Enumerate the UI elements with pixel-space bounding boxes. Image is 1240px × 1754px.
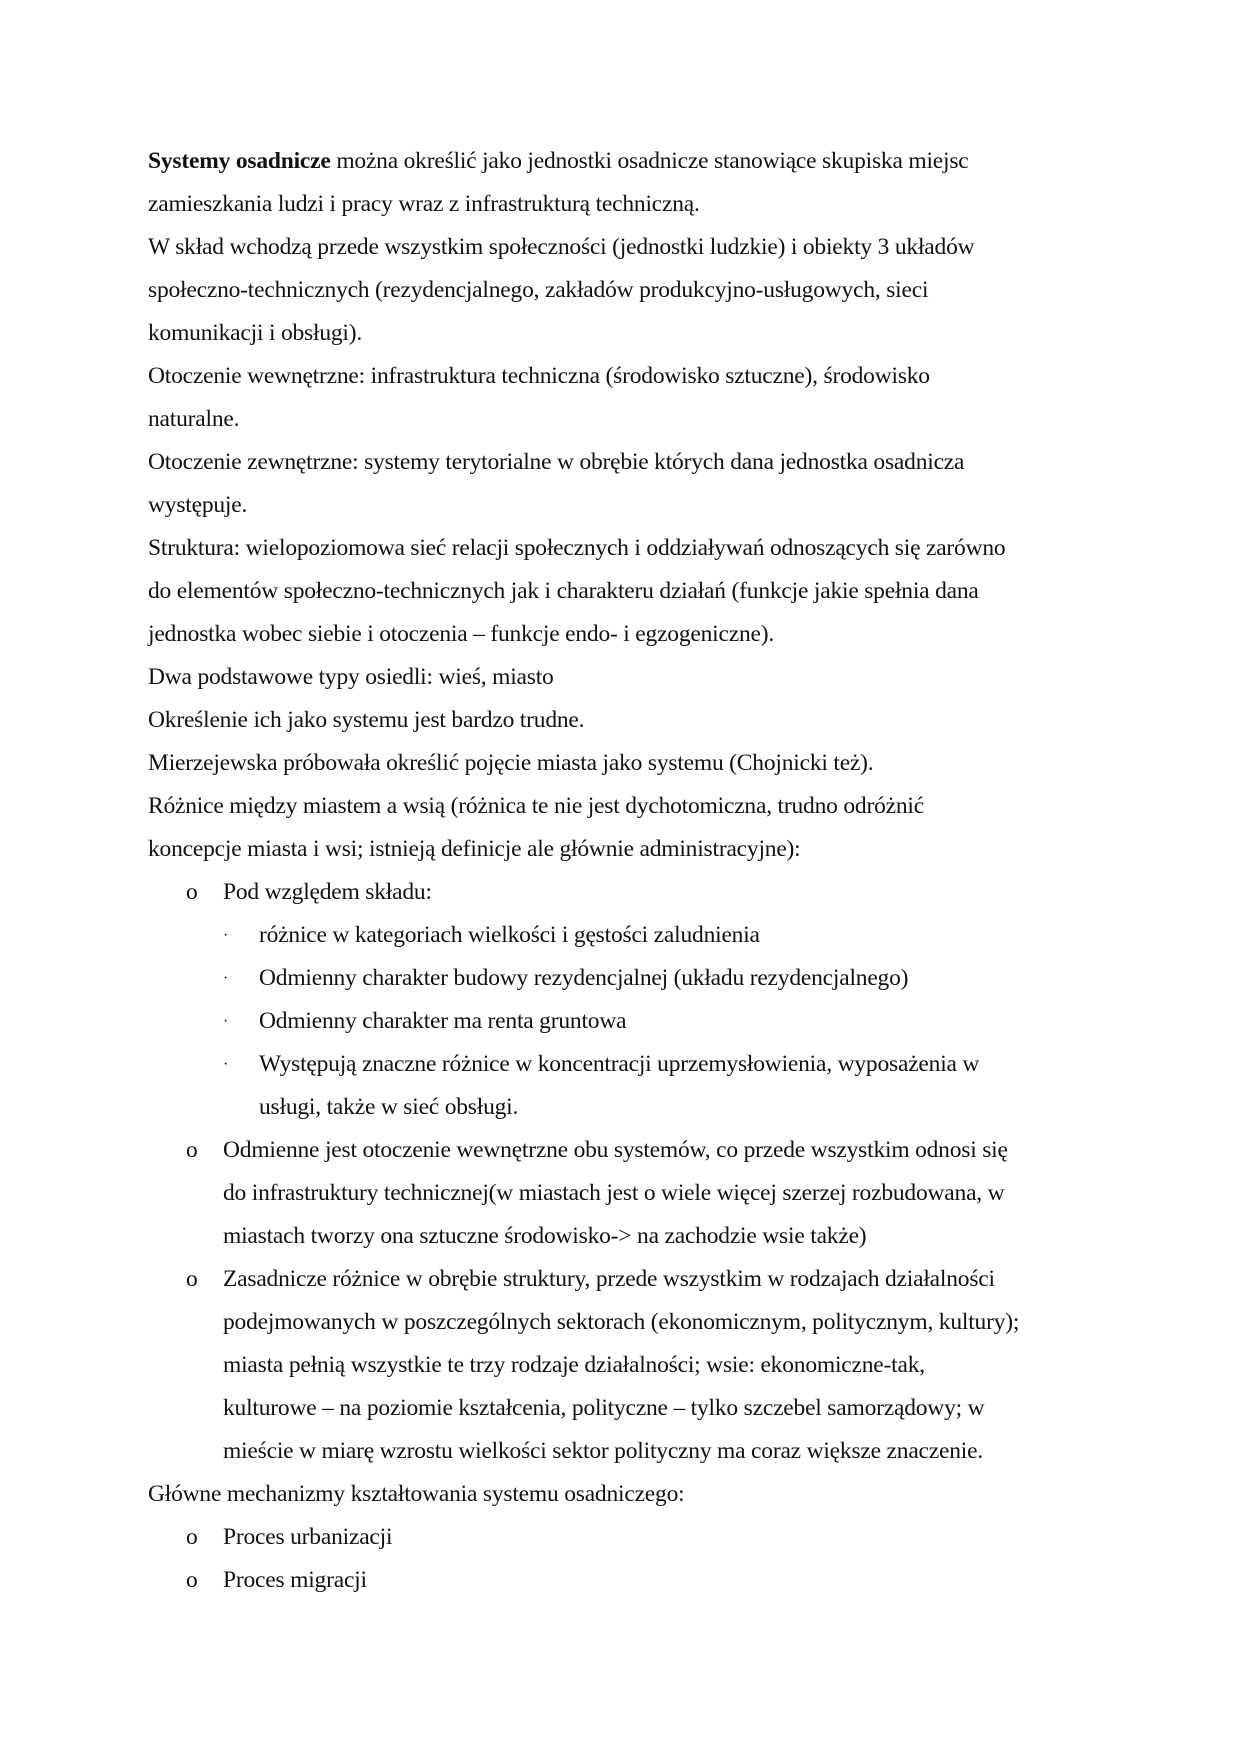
sub-list-item bbox=[148, 1000, 1108, 1043]
list-item bbox=[148, 871, 1108, 914]
list-item-text: Odmienny charakter ma renta gruntowa bbox=[259, 1008, 627, 1034]
sub-list-item-continuation: usługi, także w sieć obsługi. bbox=[259, 1094, 519, 1120]
bullet-marker: · bbox=[223, 1056, 229, 1073]
paragraph-line: Główne mechanizmy kształtowania systemu osadniczego: bbox=[148, 1481, 685, 1507]
list-item-text: Odmienne jest otoczenie wewnętrzne obu systemów, co przede wszystkim odnosi się bbox=[223, 1137, 1008, 1163]
sub-list-item bbox=[148, 1043, 1108, 1086]
sub-list-item bbox=[148, 957, 1108, 1000]
paragraph-line: Otoczenie wewnętrzne: infrastruktura techniczna (środowisko sztuczne), środowisko bbox=[148, 363, 930, 389]
list-item-text: Odmienny charakter budowy rezydencjalnej (układu rezydencjalnego) bbox=[259, 965, 909, 991]
list-item bbox=[148, 1129, 1108, 1172]
list-item-continuation: mieście w miarę wzrostu wielkości sektor polityczny ma coraz większe znaczenie. bbox=[223, 1438, 984, 1464]
paragraph-line bbox=[148, 140, 1108, 183]
paragraph-line: jednostka wobec siebie i otoczenia – funkcje endo- i egzogeniczne). bbox=[148, 621, 775, 647]
list-item-text: Proces urbanizacji bbox=[223, 1524, 393, 1550]
bullet-marker: o bbox=[186, 1567, 198, 1593]
paragraph-line: Określenie ich jako systemu jest bardzo trudne. bbox=[148, 707, 585, 733]
paragraph-line: Różnice między miastem a wsią (różnica te nie jest dychotomiczna, trudno odróżnić bbox=[148, 793, 924, 819]
paragraph-line: występuje. bbox=[148, 492, 248, 518]
list-item-continuation: kulturowe – na poziomie kształcenia, polityczne – tylko szczebel samorządowy; w bbox=[223, 1395, 985, 1421]
bullet-marker: · bbox=[223, 1013, 229, 1030]
bullet-marker: · bbox=[223, 970, 229, 987]
paragraph-line: naturalne. bbox=[148, 406, 240, 432]
list-item bbox=[148, 1516, 1108, 1559]
list-item-text: Pod względem składu: bbox=[223, 879, 432, 905]
bullet-marker: · bbox=[223, 927, 229, 944]
bullet-marker: o bbox=[186, 1266, 198, 1292]
bullet-marker: o bbox=[186, 1524, 198, 1550]
text-run: można określić jako jednostki osadnicze stanowiące skupiska miejsc bbox=[330, 148, 969, 174]
list-item-continuation: miasta pełnią wszystkie te trzy rodzaje działalności; wsie: ekonomiczne-tak, bbox=[223, 1352, 925, 1378]
paragraph-line: Mierzejewska próbowała określić pojęcie miasta jako systemu (Chojnicki też). bbox=[148, 750, 874, 776]
paragraph-line: społeczno-technicznych (rezydencjalnego, zakładów produkcyjno-usługowych, sieci bbox=[148, 277, 929, 303]
list-item bbox=[148, 1258, 1108, 1301]
sub-list-item bbox=[148, 914, 1108, 957]
list-item-text: Proces migracji bbox=[223, 1567, 367, 1593]
list-item-text: różnice w kategoriach wielkości i gęstości zaludnienia bbox=[259, 922, 760, 948]
list-item-continuation: miastach tworzy ona sztuczne środowisko-> na zachodzie wsie także) bbox=[223, 1223, 867, 1249]
list-item bbox=[148, 1559, 1108, 1602]
document-page bbox=[148, 140, 1108, 1602]
paragraph-line: komunikacji i obsługi). bbox=[148, 320, 363, 346]
list-item-text: Występują znaczne różnice w koncentracji uprzemysłowienia, wyposażenia w bbox=[259, 1051, 980, 1077]
paragraph-line: Struktura: wielopoziomowa sieć relacji społecznych i oddziaływań odnoszących się zarówno bbox=[148, 535, 1006, 561]
paragraph-line: Otoczenie zewnętrzne: systemy terytorialne w obrębie których dana jednostka osadnicza bbox=[148, 449, 965, 475]
paragraph-line: W skład wchodzą przede wszystkim społeczności (jednostki ludzkie) i obiekty 3 układów bbox=[148, 234, 975, 260]
paragraph-line: koncepcje miasta i wsi; istnieją definicje ale głównie administracyjne): bbox=[148, 836, 801, 862]
list-item-continuation: podejmowanych w poszczególnych sektorach (ekonomicznym, politycznym, kultury); bbox=[223, 1309, 1020, 1335]
paragraph-line: Dwa podstawowe typy osiedli: wieś, miasto bbox=[148, 664, 554, 690]
bullet-marker: o bbox=[186, 879, 198, 905]
list-item-text: Zasadnicze różnice w obrębie struktury, przede wszystkim w rodzajach działalności bbox=[223, 1266, 995, 1292]
list-item-continuation: do infrastruktury technicznej(w miastach jest o wiele więcej szerzej rozbudowana, w bbox=[223, 1180, 1005, 1206]
bold-term: Systemy osadnicze bbox=[148, 148, 331, 174]
bullet-marker: o bbox=[186, 1137, 198, 1163]
paragraph-line: do elementów społeczno-technicznych jak i charakteru działań (funkcje jakie spełnia dana bbox=[148, 578, 979, 604]
paragraph-line: zamieszkania ludzi i pracy wraz z infrastrukturą techniczną. bbox=[148, 191, 700, 217]
